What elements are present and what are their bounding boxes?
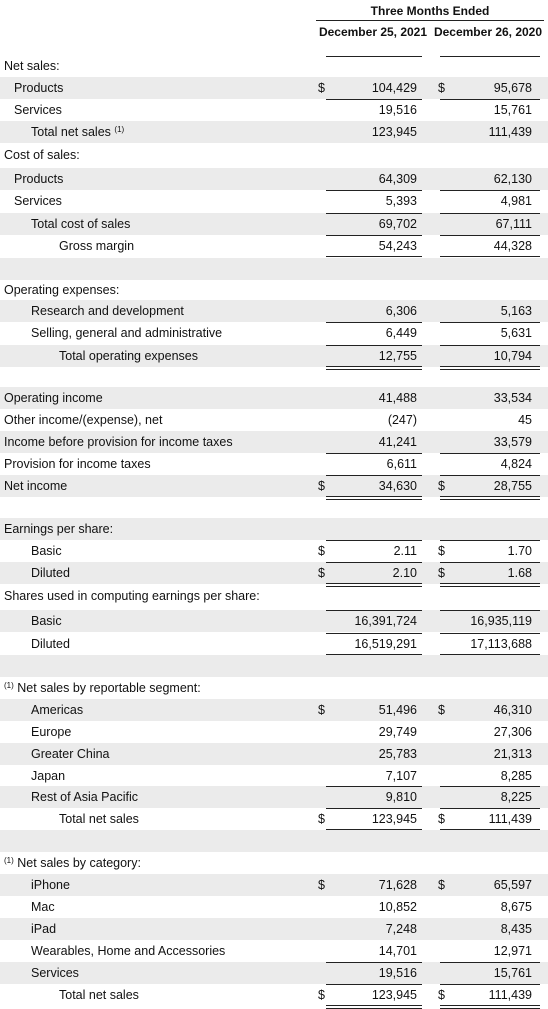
row-label (31, 918, 56, 940)
row-label (59, 808, 139, 830)
row-label-text: Diluted (31, 566, 70, 580)
dollar-sign-2021: $ (318, 566, 325, 580)
row-label (4, 585, 260, 607)
table-row (0, 765, 548, 787)
value-2020: 28,755 (493, 479, 532, 493)
dollar-sign-2020: $ (438, 544, 445, 558)
table-row (0, 786, 548, 808)
value-2021: 19,516 (378, 103, 417, 117)
value-rule (440, 99, 540, 100)
value-2020: 95,678 (493, 81, 532, 95)
value-rule (440, 808, 540, 809)
value-rule (440, 540, 540, 541)
value-rule (326, 345, 422, 346)
value-rule (440, 213, 540, 214)
value-rule (326, 235, 422, 236)
table-row (0, 896, 548, 918)
row-label (31, 121, 124, 143)
row-label-text: Services (31, 966, 79, 980)
row-label-text: Japan (31, 769, 66, 783)
value-rule (326, 213, 422, 214)
value-2021: 29,749 (378, 725, 417, 739)
value-rule (326, 633, 422, 634)
value-rule (326, 475, 422, 476)
value-2021: 54,243 (378, 239, 417, 253)
row-label (31, 874, 70, 896)
value-2020: 8,675 (500, 900, 532, 914)
row-label (31, 721, 71, 743)
value-2021: 123,945 (371, 125, 417, 139)
row-label (14, 99, 62, 121)
table-row (0, 345, 548, 367)
row-label (31, 540, 62, 562)
row-label (4, 852, 141, 874)
value-2021: 123,945 (371, 988, 417, 1002)
value-rule (440, 786, 540, 787)
dollar-sign-2020: $ (438, 812, 445, 826)
table-row (0, 55, 548, 77)
row-label (31, 213, 130, 235)
table-row (0, 962, 548, 984)
table-row (0, 475, 548, 497)
table-row (0, 409, 548, 431)
value-2020: 21,313 (493, 747, 532, 761)
table-row (0, 677, 548, 699)
value-2020: 111,439 (488, 988, 532, 1002)
value-2021: 64,309 (378, 172, 417, 186)
value-2020: 10,794 (493, 349, 532, 363)
row-label-text: Income before provision for income taxes (4, 435, 233, 449)
row-label-text: Americas (31, 703, 84, 717)
row-label (4, 144, 80, 166)
value-2021: 6,611 (386, 457, 417, 471)
value-rule (326, 786, 422, 787)
row-label-text: Gross margin (59, 239, 135, 253)
dollar-sign-2021: $ (318, 812, 325, 826)
value-2020: 12,971 (493, 944, 532, 958)
row-label (31, 633, 70, 655)
value-2021: 6,449 (385, 326, 417, 340)
value-2020: 17,113,688 (470, 637, 532, 651)
column-header-2021: December 25, 2021 (318, 25, 428, 39)
table-row (0, 213, 548, 235)
value-2020: 33,534 (493, 391, 532, 405)
table-row (0, 168, 548, 190)
row-label-text: Selling, general and administrative (31, 326, 223, 340)
value-rule (440, 610, 540, 611)
row-label (4, 677, 201, 699)
value-rule (440, 984, 540, 985)
value-2020: 4,981 (500, 194, 532, 208)
value-2021: 6,306 (385, 304, 417, 318)
spacer-row (0, 830, 548, 852)
table-row (0, 610, 548, 632)
row-label-text: Earnings per share: (4, 522, 114, 536)
value-2021: 51,496 (378, 703, 417, 717)
value-rule (326, 190, 422, 191)
value-rule (440, 322, 540, 323)
row-label (31, 786, 138, 808)
value-2021: 16,391,724 (354, 614, 417, 628)
table-row (0, 940, 548, 962)
value-rule (440, 633, 540, 634)
row-label (14, 168, 63, 190)
table-row (0, 743, 548, 765)
value-2021: 5,393 (385, 194, 417, 208)
footnote-marker: (1) (4, 856, 14, 865)
value-2021: 12,755 (378, 349, 417, 363)
table-row (0, 322, 548, 344)
row-label (4, 279, 119, 301)
value-rule (440, 962, 540, 963)
value-2020: 5,163 (500, 304, 532, 318)
dollar-sign-2021: $ (318, 878, 325, 892)
value-2020: 1.68 (507, 566, 532, 580)
value-2021: 10,852 (378, 900, 417, 914)
row-label-text: Operating expenses: (4, 283, 120, 297)
dollar-sign-2020: $ (438, 878, 445, 892)
row-label-text: Services (14, 194, 62, 208)
dollar-sign-2020: $ (438, 81, 445, 95)
row-label-text: Other income/(expense), net (4, 413, 163, 427)
value-2020: 62,130 (493, 172, 532, 186)
footnote-marker: (1) (4, 681, 14, 690)
dollar-sign-2021: $ (318, 988, 325, 1002)
value-2020: 1.70 (507, 544, 532, 558)
footnote-marker: (1) (114, 125, 125, 134)
dollar-sign-2020: $ (438, 479, 445, 493)
value-2020: 15,761 (493, 966, 532, 980)
spacer-row (0, 258, 548, 280)
row-label-text: Rest of Asia Pacific (31, 790, 138, 804)
table-row (0, 144, 548, 166)
dollar-sign-2020: $ (438, 566, 445, 580)
value-2021: 2.11 (393, 544, 417, 558)
row-label (4, 475, 67, 497)
table-row (0, 387, 548, 409)
value-2020: 44,328 (493, 239, 532, 253)
value-2021: 123,945 (371, 812, 417, 826)
value-2020: 16,935,119 (470, 614, 532, 628)
row-label-text: Net sales by reportable segment: (17, 681, 201, 695)
value-2020: 45 (518, 413, 532, 427)
row-label-text: Net income (4, 479, 68, 493)
table-row (0, 77, 548, 99)
row-label (31, 940, 225, 962)
value-2021: 9,810 (385, 790, 417, 804)
row-label-text: Operating income (4, 391, 103, 405)
value-2020: 8,285 (500, 769, 532, 783)
table-row (0, 540, 548, 562)
table-row (0, 874, 548, 896)
dollar-sign-2020: $ (438, 703, 445, 717)
row-label (31, 562, 70, 584)
row-label (4, 409, 162, 431)
table-row (0, 99, 548, 121)
value-rule (326, 962, 422, 963)
row-label-text: Services (14, 103, 62, 117)
value-2020: 111,439 (488, 125, 532, 139)
row-label-text: Mac (31, 900, 55, 914)
value-2020: 46,310 (493, 703, 532, 717)
table-row (0, 562, 548, 584)
value-2021: 2.10 (392, 566, 417, 580)
value-rule (326, 99, 422, 100)
row-label-text: Diluted (31, 637, 70, 651)
table-row (0, 121, 548, 143)
row-label (14, 77, 63, 99)
row-label-text: Net sales: (4, 59, 60, 73)
table-row (0, 808, 548, 830)
row-label (4, 387, 103, 409)
row-label-text: Cost of sales: (4, 148, 80, 162)
value-2021: 14,701 (378, 944, 417, 958)
value-rule (326, 610, 422, 611)
value-rule (440, 235, 540, 236)
value-rule (440, 345, 540, 346)
row-label (31, 699, 83, 721)
row-label-text: Provision for income taxes (4, 457, 151, 471)
column-header-title: Three Months Ended (370, 4, 490, 18)
value-2021: 7,248 (385, 922, 417, 936)
value-2020: 67,111 (495, 217, 532, 231)
row-label-text: Products (14, 172, 64, 186)
row-label-text: Basic (31, 614, 62, 628)
row-label-text: iPad (31, 922, 57, 936)
dollar-sign-2021: $ (318, 479, 325, 493)
value-2021: 7,107 (385, 769, 417, 783)
row-label-text: iPhone (31, 878, 70, 892)
row-label-text: Total net sales (31, 125, 111, 139)
value-rule (326, 540, 422, 541)
row-label (4, 453, 151, 475)
value-2021: (247) (387, 413, 417, 427)
row-label-text: Wearables, Home and Accessories (31, 944, 226, 958)
row-label (4, 518, 113, 540)
double-underline (440, 1005, 540, 1009)
value-rule (440, 562, 540, 563)
row-label (14, 190, 62, 212)
row-label (59, 235, 134, 257)
double-underline (326, 1005, 422, 1009)
table-row (0, 300, 548, 322)
row-label (31, 300, 184, 322)
row-label-text: Greater China (31, 747, 110, 761)
row-label-text: Shares used in computing earnings per share: (4, 589, 260, 603)
dollar-sign-2021: $ (318, 703, 325, 717)
row-label (31, 765, 65, 787)
row-label-text: Total cost of sales (31, 217, 131, 231)
value-2021: 19,516 (378, 966, 417, 980)
value-2020: 27,306 (493, 725, 532, 739)
value-2021: 69,702 (378, 217, 417, 231)
table-row (0, 518, 548, 540)
row-label (31, 743, 110, 765)
dollar-sign-2020: $ (438, 988, 445, 1002)
table-row (0, 633, 548, 655)
value-2021: 25,783 (378, 747, 417, 761)
value-2020: 111,439 (488, 812, 532, 826)
spacer-row (0, 367, 548, 389)
spacer-row (0, 496, 548, 518)
row-label-text: Europe (31, 725, 72, 739)
row-label-text: Total net sales (59, 812, 139, 826)
value-2021: 34,630 (378, 479, 417, 493)
row-label-text: Net sales by category: (17, 856, 141, 870)
row-label (31, 962, 79, 984)
value-rule (326, 562, 422, 563)
table-row (0, 279, 548, 301)
table-row (0, 721, 548, 743)
header-rule (316, 20, 544, 21)
dollar-sign-2021: $ (318, 81, 325, 95)
row-label (4, 55, 60, 77)
value-rule (326, 808, 422, 809)
value-2020: 33,579 (493, 435, 532, 449)
row-label (31, 896, 55, 918)
row-label (4, 431, 233, 453)
value-2021: 16,519,291 (354, 637, 417, 651)
value-rule (440, 190, 540, 191)
row-label (31, 610, 62, 632)
row-label-text: Research and development (31, 304, 184, 318)
row-label-text: Products (14, 81, 64, 95)
value-2020: 4,824 (500, 457, 532, 471)
value-2021: 41,241 (378, 435, 417, 449)
value-rule (326, 322, 422, 323)
table-row (0, 235, 548, 257)
value-rule (326, 984, 422, 985)
table-row (0, 918, 548, 940)
table-row (0, 585, 548, 607)
column-header-2020: December 26, 2020 (433, 25, 543, 39)
value-2020: 5,631 (500, 326, 532, 340)
value-2020: 8,225 (500, 790, 532, 804)
row-label (59, 345, 198, 367)
value-rule (440, 453, 540, 454)
table-row (0, 431, 548, 453)
table-row (0, 699, 548, 721)
value-rule (326, 453, 422, 454)
value-rule (440, 475, 540, 476)
row-label (59, 984, 139, 1006)
value-2021: 41,488 (378, 391, 417, 405)
table-row (0, 852, 548, 874)
row-label-text: Total operating expenses (59, 349, 198, 363)
dollar-sign-2021: $ (318, 544, 325, 558)
value-2021: 71,628 (378, 878, 417, 892)
value-2020: 65,597 (493, 878, 532, 892)
value-2020: 8,435 (500, 922, 532, 936)
table-row (0, 453, 548, 475)
spacer-row (0, 655, 548, 677)
value-2021: 104,429 (371, 81, 417, 95)
row-label-text: Total net sales (59, 988, 139, 1002)
table-row (0, 984, 548, 1006)
table-row (0, 190, 548, 212)
value-2020: 15,761 (493, 103, 532, 117)
row-label-text: Basic (31, 544, 62, 558)
row-label (31, 322, 222, 344)
